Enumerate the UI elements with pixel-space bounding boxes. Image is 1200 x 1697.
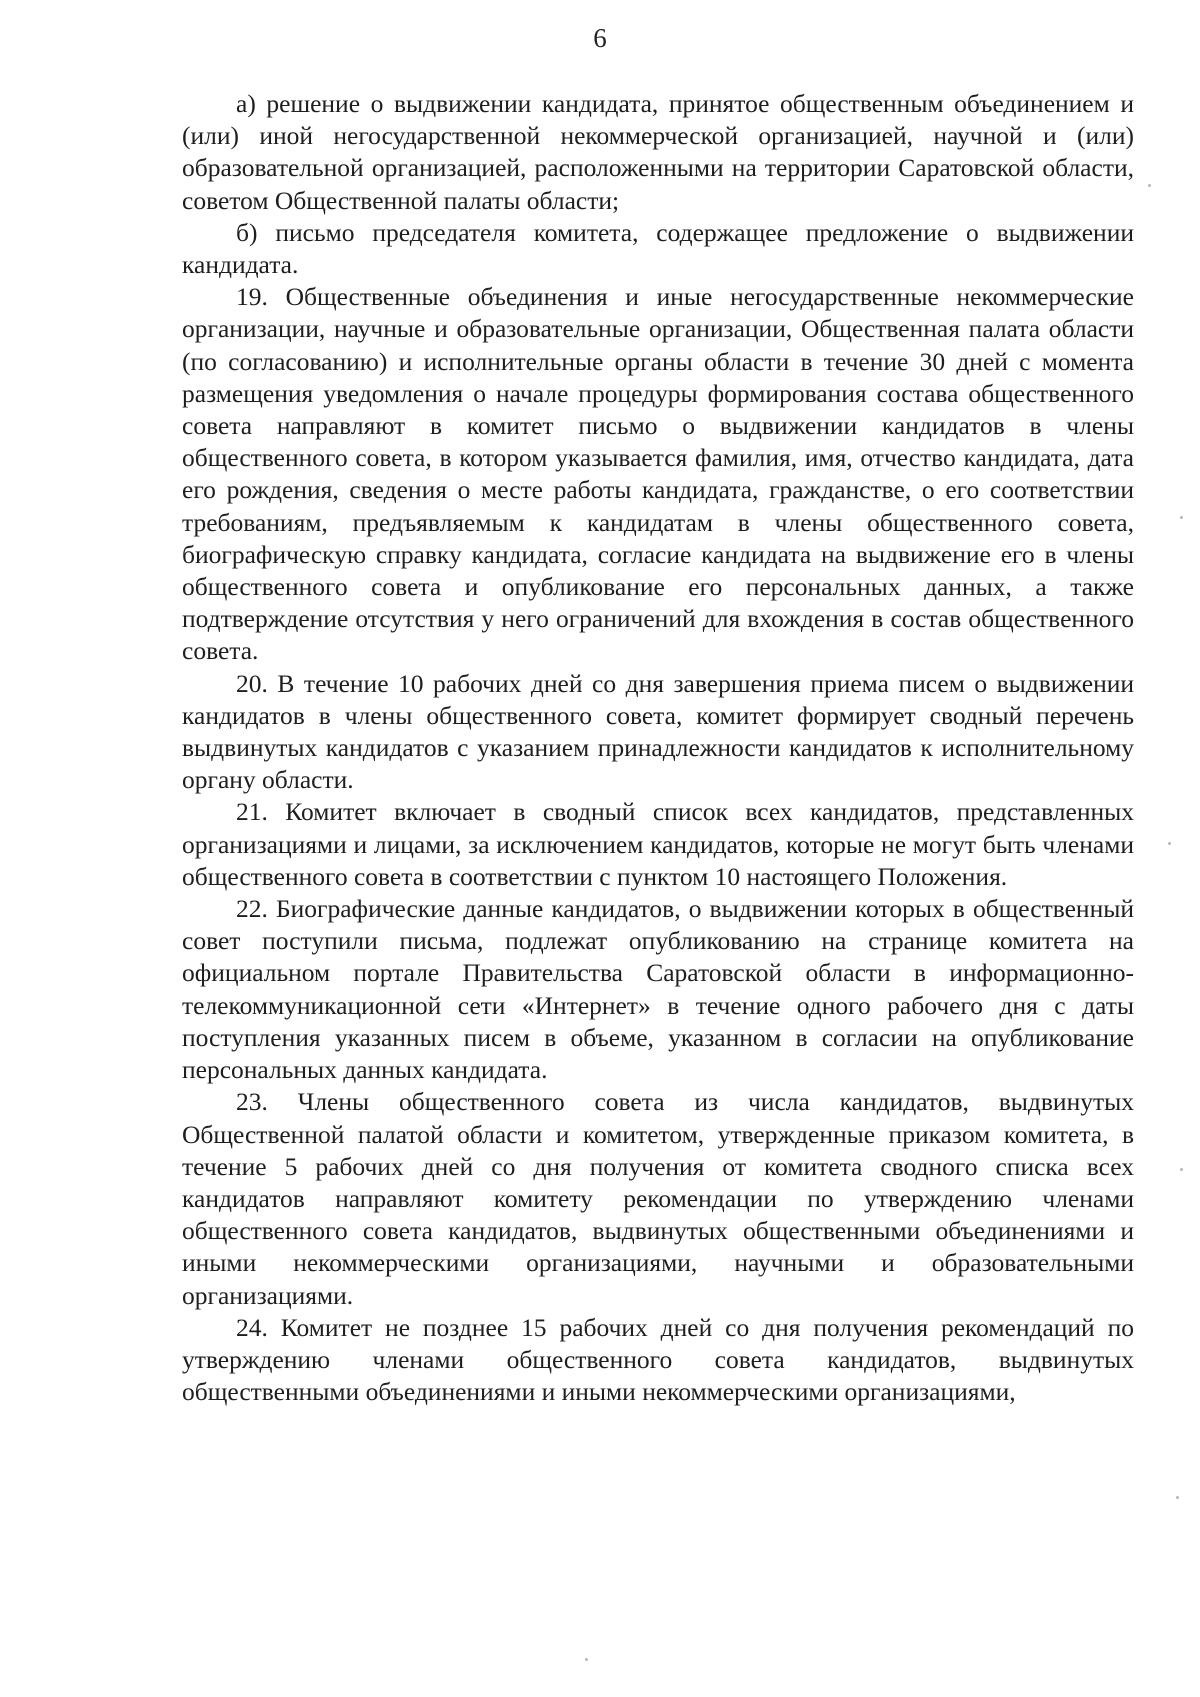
paragraph-19 <box>182 281 1134 667</box>
paragraph-text: Общественные объединения и иные негосударственные некоммерческие организации, научные и образовательные организации, Общественная палата области (по согласованию) и исполнительные органы области в течение 30 дней с момента размещения уведомления о начале процедуры формирования состава общественного совета направляют в комитет письмо о выдвижении кандидатов в члены общественного совета, в котором указывается фамилия, имя, отчество кандидата, дата его рождения, сведения о месте работы кандидата, гражданстве, о его соответствии требованиям, предъявляемым к кандидатам в члены общественного совета, биографическую справку кандидата, согласие кандидата на выдвижение его в члены общественного совета и опубликование его персональных данных, а также подтверждение отсутствия у него ограничений для вхождения в состав общественного совета. <box>182 282 1135 666</box>
paragraph-24 <box>182 1312 1134 1409</box>
paragraph-item-b <box>182 217 1134 281</box>
paragraph-number: 21. <box>236 797 268 827</box>
paragraph-text: Комитет не позднее 15 рабочих дней со дня получения рекомендаций по утверждению членами общественного совета кандидатов, выдвинутых общественными объединениями и иными некоммерческими организациями, <box>182 1312 1134 1407</box>
scan-speck <box>585 1658 588 1661</box>
paragraph-23 <box>182 1086 1134 1311</box>
paragraph-number: 23. <box>236 1087 268 1117</box>
page-number: 6 <box>593 23 607 53</box>
paragraph-item-a <box>182 88 1134 217</box>
paragraph-22 <box>182 893 1134 1086</box>
scan-speck <box>1176 1496 1179 1499</box>
paragraph-text: Комитет включает в сводный список всех кандидатов, представленных организациями и лицами, за исключением кандидатов, которые не могут быть членами общественного совета в соответствии с пунктом 10 настоящего Положения. <box>182 797 1134 891</box>
paragraph-20 <box>182 668 1134 797</box>
document-body <box>182 88 1134 1408</box>
paragraph-21 <box>182 796 1134 893</box>
scan-speck <box>1168 842 1171 845</box>
paragraph-number: 24. <box>236 1312 268 1342</box>
paragraph-text: Члены общественного совета из числа кандидатов, выдвинутых Общественной палатой области и комитетом, утвержденные приказом комитета, в течение 5 рабочих дней со дня получения от комитета сводного списка всех кандидатов направляют комитету рекомендации по утверждению членами общественного совета кандидатов, выдвинутых общественными объединениями и иными некоммерческими организациями, научными и образовательными организациями. <box>182 1087 1134 1310</box>
scan-speck <box>1148 184 1151 187</box>
paragraph-text: а) решение о выдвижении кандидата, принятое общественным объединением и (или) иной негосударственной некоммерческой организацией, научной и (или) образовательной организацией, расположенными на территории Саратовской области, советом Общественной палаты области; <box>182 89 1134 215</box>
paragraph-text: Биографические данные кандидатов, о выдвижении которых в общественный совет поступили письма, подлежат опубликованию на странице комитета на официальном портале Правительства Саратовской области в информационно-телекоммуникационной сети «Интернет» в течение одного рабочего дня с даты поступления указанных писем в объеме, указанном в согласии на опубликование персональных данных кандидата. <box>182 894 1135 1085</box>
paragraph-text: В течение 10 рабочих дней со дня завершения приема писем о выдвижении кандидатов в члены общественного совета, комитет формирует сводный перечень выдвинутых кандидатов с указанием принадлежности кандидатов к исполнительному органу области. <box>182 668 1135 795</box>
paragraph-text: б) письмо председателя комитета, содержащее предложение о выдвижении кандидата. <box>182 217 1134 280</box>
paragraph-number: 19. <box>236 282 268 312</box>
scan-speck <box>1180 516 1183 519</box>
scan-speck <box>1180 1168 1183 1171</box>
paragraph-number: 22. <box>236 894 268 924</box>
paragraph-number: 20. <box>236 668 268 698</box>
